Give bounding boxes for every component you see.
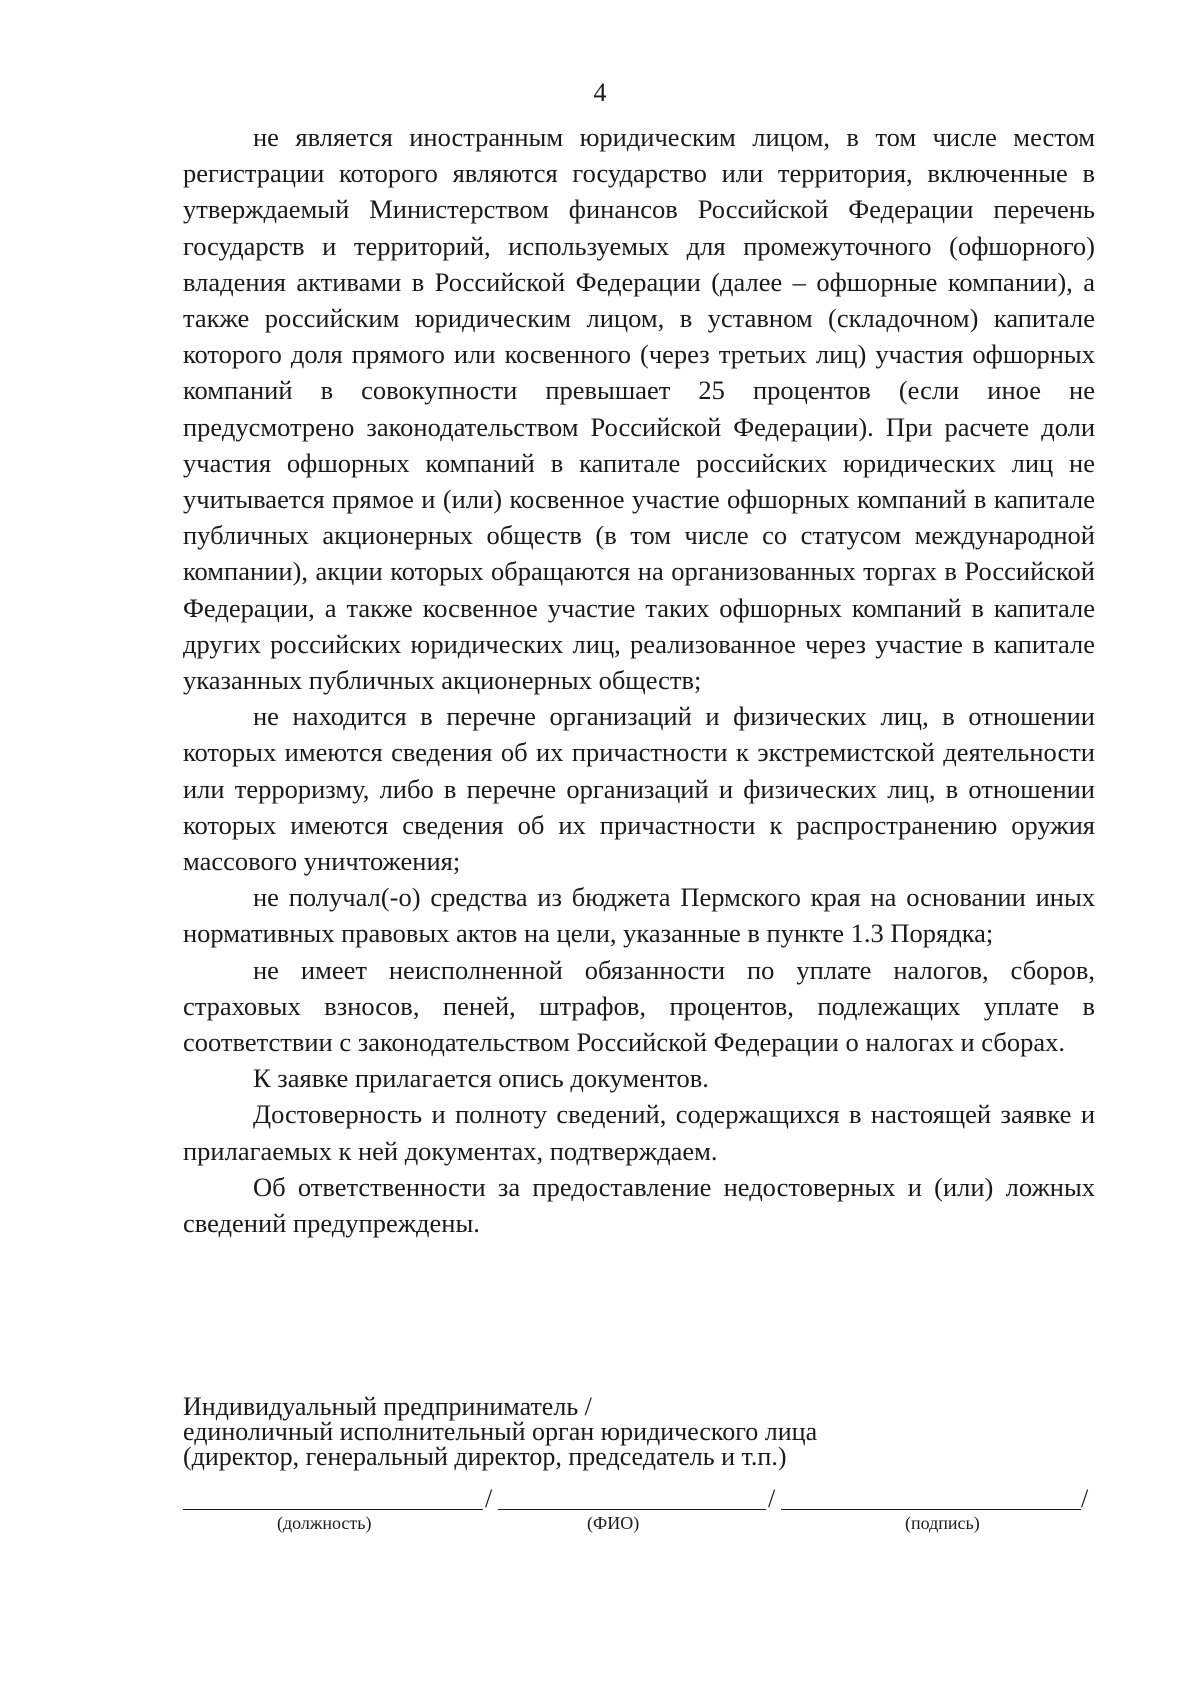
separator-slash-1: /	[485, 1484, 493, 1513]
document-body	[183, 119, 1095, 1241]
name-line	[498, 1485, 766, 1510]
page-number: 4	[593, 78, 607, 107]
signature-lines	[183, 1480, 1095, 1513]
paragraph-tax-obligations: не имеет неисполненной обязанности по уплате налогов, сборов, страховых взносов, пеней, штрафов, процентов, подлежащих уплате в соответствии с законодательством Российской Федерации о налогах и сборах.	[183, 954, 1095, 1058]
position-line	[183, 1485, 483, 1510]
signature-heading-line-1: Индивидуальный предприниматель /	[183, 1392, 592, 1421]
caption-signature: (подпись)	[905, 1513, 980, 1533]
signature-captions	[0, 1513, 1200, 1537]
signature-heading-line-3: (директор, генеральный директор, председатель и т.п.)	[183, 1442, 787, 1471]
paragraph-extremism-list: не находится в перечне организаций и физических лиц, в отношении которых имеются сведения об их причастности к экстремистской деятельности или терроризму, либо в перечне организаций и физических лиц, в отношении которых имеются сведения об их причастности к распространению оружия массового уничтожения;	[183, 701, 1095, 877]
separator-slash-2: /	[768, 1484, 776, 1513]
separator-slash-3: /	[1081, 1484, 1089, 1513]
paragraph-attachments: К заявке прилагается опись документов.	[253, 1063, 709, 1094]
signature-heading	[183, 1394, 1095, 1469]
caption-position: (должность)	[277, 1513, 372, 1533]
signature-heading-line-2: единоличный исполнительный орган юридического лица	[183, 1417, 818, 1446]
caption-name: (ФИО)	[587, 1513, 640, 1533]
paragraph-liability: Об ответственности за предоставление недостоверных и (или) ложных сведений предупреждены.	[183, 1171, 1095, 1239]
paragraph-budget-funds: не получал(-о) средства из бюджета Пермского края на основании иных нормативных правовых актов на цели, указанные в пункте 1.3 Порядка;	[183, 882, 1095, 949]
paragraph-offshore: не является иностранным юридическим лицом, в том числе местом регистрации которого являются государство или территория, включенные в утверждаемый Министерством финансов Российской Федерации перечень государств и территорий, используемых для промежуточного (офшорного) владения активами в Российской Федерации (далее – офшорные компании), а также российским юридическим лицом, в уставном (складочном) капитале которого доля прямого или косвенного (через третьих лиц) участия офшорных компаний в совокупности превышает 25 процентов (если иное не предусмотрено законодательством Российской Федерации). При расчете доли участия офшорных компаний в капитале российских юридических лиц не учитывается прямое и (или) косвенное участие офшорных компаний в капитале публичных акционерных обществ (в том числе со статусом международной компании), акции которых обращаются на организованных торгах в Российской Федерации, а также косвенное участие таких офшорных компаний в капитале других российских юридических лиц, реализованное через участие в капитале указанных публичных акционерных обществ;	[183, 122, 1095, 696]
paragraph-confirmation: Достоверность и полноту сведений, содержащихся в настоящей заявке и прилагаемых к ней документах, подтверждаем.	[183, 1099, 1095, 1166]
signature-line	[781, 1485, 1081, 1510]
